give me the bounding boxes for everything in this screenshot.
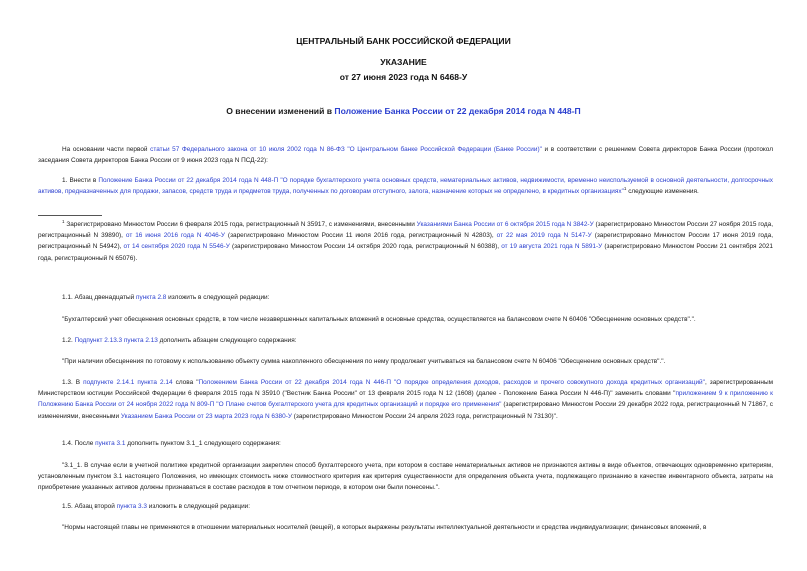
link-position-448p[interactable]: Положение Банка России от 22 декабря 2014 года N 448-П "О порядке бухгалтерского учета основных средств, нематериальных активов, недвижимости, временно неиспользуемой в основной деятельности, долгосрочных активов, предназначенных для продажи, запасов, средств труда и предметов труда, полученных по договорам отступного, залога, назначение которых не определено, в кредитных организациях"	[38, 177, 773, 196]
title-link-448p[interactable]: Положение Банка России от 22 декабря 2014 года N 448-П	[334, 106, 581, 116]
doc-date-number: от 27 июня 2023 года N 6468-У	[339, 72, 468, 82]
item-1-text-1: 1. Внести в	[62, 177, 99, 184]
footnote-ref[interactable]: 1	[623, 186, 627, 192]
intro-text-2: и в соответствии с решением Совета директоров Банка России (протокол заседания Совета директоров Банка России от 9 июня 2023 года N ПСД-22):	[38, 146, 773, 165]
item-1-paragraph	[38, 175, 773, 197]
doc-title	[0, 106, 807, 116]
link-6380u[interactable]: Указанием Банка России от 23 марта 2023 года N 6380-У	[120, 412, 292, 420]
link-subpoint-2-13-3[interactable]: Подпункт 2.13.3 пункта 2.13	[74, 337, 158, 344]
item-1-3-text-3: , зарегистрированным Министерством юстиции Российской Федерации 6 февраля 2015 года N 35910 ("Вестник Банка России" от 13 февраля 2015 года N 12 (1608) (далее - Положение Банка России N 446-П)" заменить словами "	[38, 379, 773, 398]
footnote-divider	[38, 215, 102, 216]
link-subpoint-2-14-1[interactable]: подпункте 2.14.1 пункта 2.14	[83, 379, 173, 386]
link-3842u[interactable]: Указаниями Банка России от 6 октября 2015 года N 3842-У	[416, 221, 594, 228]
footnote-text-2: (зарегистрировано Минюстом России 27 ноября 2015 года, регистрационный N 39890),	[38, 221, 773, 240]
footnote-paragraph	[38, 219, 773, 264]
item-1-2-paragraph	[38, 335, 773, 346]
intro-paragraph	[38, 144, 773, 166]
org-name: ЦЕНТРАЛЬНЫЙ БАНК РОССИЙСКОЙ ФЕДЕРАЦИИ	[296, 36, 511, 46]
link-position-446p[interactable]: Положением Банка России от 22 декабря 2014 года N 446-П "О порядке определения доходов, расходов и прочего совокупного дохода кредитных организаций"	[198, 379, 705, 386]
item-1-5-paragraph	[38, 501, 773, 512]
item-1-1-paragraph	[38, 292, 773, 303]
footnote-text-1: Зарегистрировано Минюстом России 6 февраля 2015 года, регистрационный N 35917, с изменениями, внесенными	[64, 221, 417, 228]
item-1-1-text-1: 1.1. Абзац двенадцатый	[62, 294, 137, 301]
footnote-text-3: (зарегистрировано Минюстом России 11 июля 2016 года, регистрационный N 42803),	[225, 232, 497, 240]
link-5546u[interactable]: от 14 сентября 2020 года N 5546-У	[123, 243, 230, 251]
item-1-3-paragraph	[38, 377, 773, 422]
link-5891u[interactable]: от 19 августа 2021 года N 5891-У	[501, 243, 603, 251]
link-5147u[interactable]: от 22 мая 2019 года N 5147-У	[496, 232, 592, 240]
item-1-3-text-5: (зарегистрировано Минюстом России 24 апреля 2023 года, регистрационный N 73130)".	[291, 412, 558, 420]
footnote-marker: 1	[62, 218, 65, 224]
link-appendix-9-809p[interactable]: приложением 9 к приложению к Положению Банка России от 24 ноября 2022 года N 809-П "О Плане счетов бухгалтерского учета для кредитных организаций и порядке его применения"	[38, 390, 773, 409]
item-1-4-paragraph	[38, 438, 773, 449]
item-1-5-text-1: 1.5. Абзац второй	[62, 503, 117, 510]
item-1-2-text-1: 1.2.	[62, 337, 75, 344]
link-point-3-1[interactable]: пункта 3.1	[95, 440, 126, 447]
doc-title-prefix: О внесении изменений в	[226, 106, 335, 116]
footnote-text-5: (зарегистрировано Минюстом России 14 октября 2020 года, регистрационный N 60388),	[229, 243, 502, 251]
quote-3: "3.1_1. В случае если в учетной политике кредитной организации закреплен способ бухгалтерского учета, при котором в составе нематериальных активов не признаются активы в виде объектов, отвечающих одновременно критериям, установленным пунктом 3.1 настоящего Положения, но имеющих стоимость ниже стоимостного критерия как критерия существенности для определения объекта учета, подлежащего признанию в качестве инвентарного объекта, затраты на приобретение указанных активов должны признаваться в составе расходов в том отчетном периоде, в котором они были понесены.".	[38, 462, 773, 492]
footnote-text-6: (зарегистрировано Минюстом России 21 сентября 2021 года, регистрационный N 65076).	[38, 243, 773, 262]
quote-2: "При наличии обесценения по готовому к использованию объекту сумма накопленного обесценения по нему продолжает учитываться на балансовом счете N 60406 "Обесценение основных средств".".	[62, 358, 666, 365]
item-1-1-text-2: изложить в следующей редакции:	[166, 294, 270, 301]
quote-1: "Бухгалтерский учет обесценения основных средств, в том числе незавершенных капитальных вложений в основные средства, осуществляется на балансовом счете N 60406 "Обесценение основных средств".".	[62, 316, 696, 323]
doc-type: УКАЗАНИЕ	[380, 57, 427, 67]
link-point-2-8[interactable]: пункта 2.8	[136, 294, 167, 301]
item-1-5-text-2: изложить в следующей редакции:	[147, 503, 251, 510]
item-1-text-2: следующие изменения.	[626, 188, 699, 196]
item-1-3-text-1: 1.3. В	[62, 379, 84, 386]
link-law-86fz[interactable]: статьи 57 Федерального закона от 10 июля 2002 года N 86-ФЗ "О Центральном банке Российской Федерации (Банке России)"	[150, 146, 542, 153]
item-1-4-text-1: 1.4. После	[62, 440, 96, 447]
quote-4: "Нормы настоящей главы не применяются в отношении материальных носителей (вещей), в которых выражены результаты интеллектуальной деятельности и средства индивидуализации; финансовых вложений, в	[62, 524, 707, 531]
intro-text-1: На основании части первой	[62, 146, 151, 153]
footnote-text-4: (зарегистрировано Минюстом России 17 июня 2019 года, регистрационный N 54942),	[38, 232, 773, 251]
item-1-4-text-2: дополнить пунктом 3.1_1 следующего содержания:	[125, 440, 281, 447]
item-1-3-text-4: (зарегистрировано Минюстом России 29 декабря 2022 года, регистрационный N 71867, с изменениями, внесенными	[38, 401, 773, 420]
item-1-3-text-2: слова "	[172, 379, 199, 386]
link-point-3-3[interactable]: пункта 3.3	[116, 503, 147, 510]
item-1-2-text-2: дополнить абзацем следующего содержания:	[157, 337, 297, 344]
link-4046u[interactable]: от 16 июня 2016 года N 4046-У	[125, 232, 225, 240]
